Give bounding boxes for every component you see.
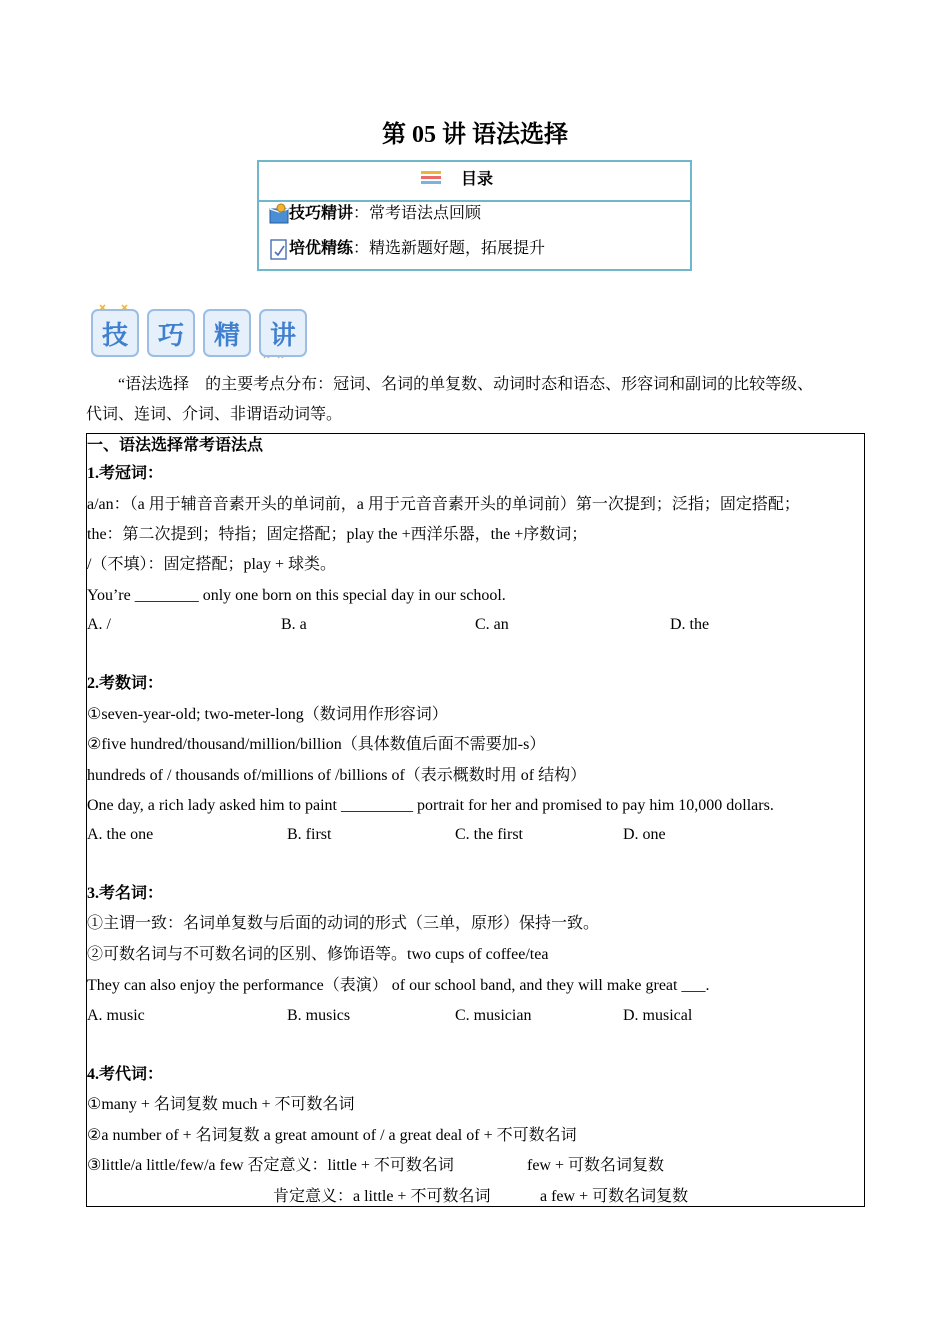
nouns-option-d[interactable]: D. musical [623,1007,693,1024]
toc-item-text: 常考语法点回顾 [369,205,482,222]
nouns-option-a[interactable]: A. music [87,1007,145,1024]
articles-line-2: the：第二次提到；特指；固定搭配；play the +西洋乐器，the +序数词； [87,526,588,543]
articles-option-c[interactable]: C. an [475,616,509,633]
nouns-question: They can also enjoy the performance（表演） of our school band, and they will make great ___. [87,977,710,994]
page-title: 第 05 讲 语法选择 [382,122,568,148]
numerals-line-2: ②five hundred/thousand/million/billion（具体数值后面不需要加-s） [87,736,546,753]
section-badge [88,303,310,361]
nouns-option-b[interactable]: B. musics [287,1007,351,1024]
toc-heading: 目录 [461,169,494,188]
articles-question: You’re ________ only one born on this special day in our school. [87,587,506,604]
section-articles-title: 1.考冠词： [87,465,164,482]
badge-char-3: 精 [213,321,241,351]
badge-tile-2 [148,310,194,356]
grammar-points-box [86,433,865,1207]
pronouns-line-3b: few + 可数名词复数 [527,1157,665,1174]
intro-line-2: 代词、连词、介词、非谓语动词等。 [86,406,343,423]
toc-item-practice[interactable] [269,237,545,261]
articles-option-a[interactable]: A. / [87,616,111,633]
articles-line-1: a/an：（a 用于辅音音素开头的单词前，a 用于元音音素开头的单词前）第一次提到；泛指；固定搭配； [87,496,800,513]
toc-item-text: 精选新题好题，拓展提升 [369,240,546,257]
badge-tile-3 [204,310,250,356]
badge-char-2: 巧 [157,321,185,351]
numerals-line-1: ①seven-year-old; two-meter-long（数词用作形容词） [87,706,448,723]
box-heading: 一、语法选择常考语法点 [87,437,264,454]
toc-item-skills[interactable] [269,202,481,226]
numerals-option-a[interactable]: A. the one [87,826,154,843]
section-pronouns-title: 4.考代词： [87,1066,164,1083]
badge-tile-1 [92,310,138,356]
nouns-option-c[interactable]: C. musician [455,1007,532,1024]
pronouns-line-4b: a few + 可数名词复数 [540,1188,689,1205]
badge-tile-4 [260,310,306,356]
articles-option-b[interactable]: B. a [281,616,307,633]
intro-line-1: “语法选择 的主要考点分布：冠词、名词的单复数、动词时态和语态、形容词和副词的比较等级、 [118,376,814,393]
nouns-line-1: ①主谓一致：名词单复数与后面的动词的形式（三单，原形）保持一致。 [87,915,600,932]
numerals-option-b[interactable]: B. first [287,826,332,843]
nouns-line-2: ②可数名词与不可数名词的区别、修饰语等。two cups of coffee/tea [87,946,549,963]
pronouns-line-2: ②a number of + 名词复数 a great amount of / a great deal of + 不可数名词 [87,1127,577,1144]
numerals-line-3: hundreds of / thousands of/millions of /billions of（表示概数时用 of 结构） [87,767,587,784]
toc-item-label: 培优精练 [289,240,354,257]
section-nouns-title: 3.考名词： [87,885,164,902]
toc-item-sep: ： [353,205,370,222]
table-of-contents [257,160,692,271]
toc-item-label: 技巧精讲 [289,205,354,222]
pronouns-line-3a: ③little/a little/few/a few 否定意义：little + 不可数名词 [87,1157,454,1174]
toc-item-sep: ： [353,240,370,257]
badge-char-4: 讲 [269,321,297,351]
toc-header [259,162,690,202]
numerals-option-c[interactable]: C. the first [455,826,523,843]
badge-char-1: 技 [101,321,129,351]
notepad-icon [269,238,289,260]
articles-line-3: /（不填）：固定搭配；play + 球类。 [87,556,337,573]
numerals-option-d[interactable]: D. one [623,826,666,843]
pronouns-line-4a: 肯定意义：a little + 不可数名词 [273,1188,491,1205]
section-numerals-title: 2.考数词： [87,675,164,692]
numerals-question: One day, a rich lady asked him to paint _________ portrait for her and promised to pay him 10,000 dollars. [87,797,774,814]
pronouns-line-1: ①many + 名词复数 much + 不可数名词 [87,1096,355,1113]
articles-option-d[interactable]: D. the [670,616,710,633]
map-book-icon [269,203,289,225]
list-icon [421,170,441,186]
